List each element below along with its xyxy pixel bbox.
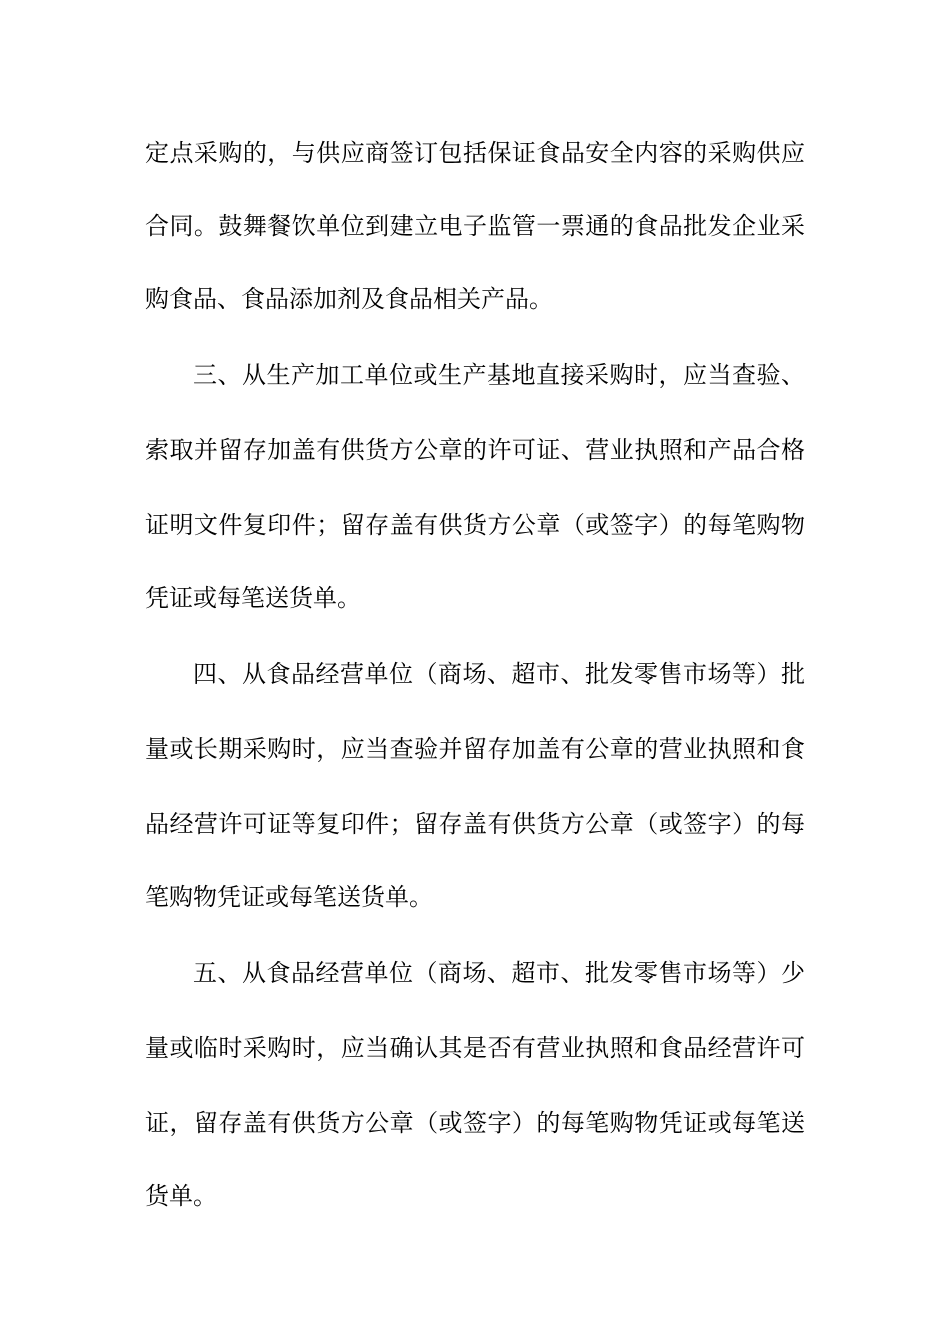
text-line: 笔购物凭证或每笔送货单。 [145,883,433,911]
text-line: 定点采购的，与供应商签订包括保证食品安全内容的采购供应 [145,139,805,167]
text-line: 四、从食品经营单位（商场、超市、批发零售市场等）批 [193,660,805,688]
text-line: 量或临时采购时，应当确认其是否有营业执照和食品经营许可 [145,1034,805,1062]
text-line: 证明文件复印件；留存盖有供货方公章（或签字）的每笔购物 [145,511,805,539]
text-line: 五、从食品经营单位（商场、超市、批发零售市场等）少 [193,959,805,987]
text-line: 证，留存盖有供货方公章（或签字）的每笔购物凭证或每笔送 [145,1109,805,1137]
text-line: 三、从生产加工单位或生产基地直接采购时，应当查验、 [193,361,805,389]
text-line: 索取并留存加盖有供货方公章的许可证、营业执照和产品合格 [145,436,805,464]
text-line: 量或长期采购时，应当查验并留存加盖有公章的营业执照和食 [145,735,805,763]
text-line: 凭证或每笔送货单。 [145,584,361,612]
text-line: 品经营许可证等复印件；留存盖有供货方公章（或签字）的每 [145,810,805,838]
text-line: 货单。 [145,1182,217,1210]
text-line: 合同。鼓舞餐饮单位到建立电子监管一票通的食品批发企业采 [145,212,805,240]
text-line: 购食品、食品添加剂及食品相关产品。 [145,285,553,313]
